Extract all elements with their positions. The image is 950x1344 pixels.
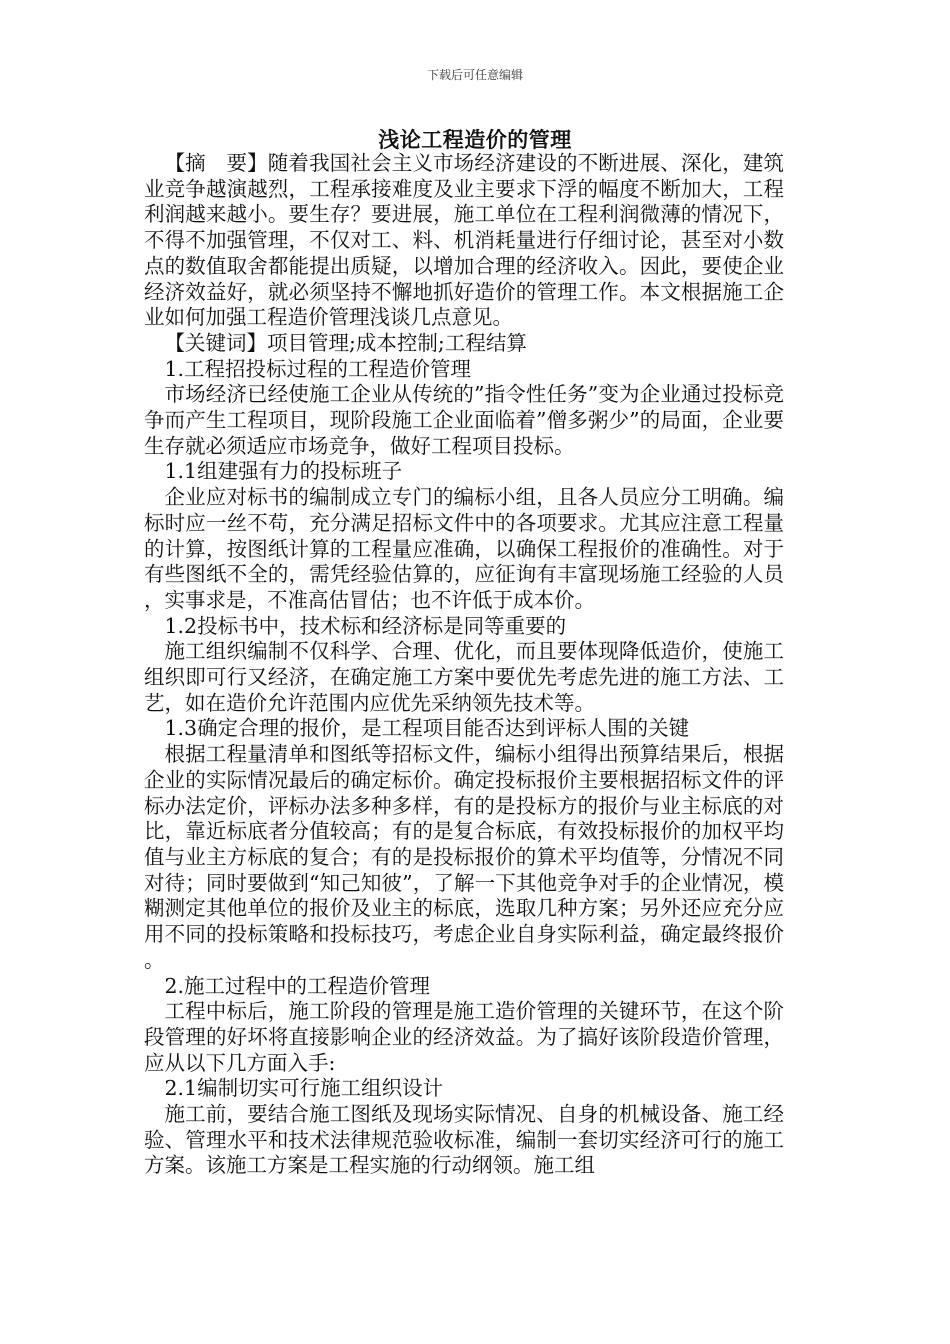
section-heading: 1.2投标书中，技术标和经济标是同等重要的 bbox=[164, 613, 567, 638]
body-paragraph: 施工组织编制不仅科学、合理、优化，而且要体现降低造价，使施工组织即可行又经济，在确定施工方案中要优先考虑先进的施工方法、工艺，如在造价允许范围内应优先采纳领先技术等。 bbox=[144, 639, 784, 715]
section-heading: 2.施工过程中的工程造价管理 bbox=[164, 973, 431, 998]
document-title: 浅论工程造价的管理 bbox=[378, 127, 572, 152]
section-heading: 1.1组建强有力的投标班子 bbox=[164, 459, 403, 484]
body-paragraph: 市场经济已经使施工企业从传统的”指令性任务”变为企业通过投标竞争而产生工程项目，现阶段施工企业面临着”僧多粥少”的局面，企业要生存就必须适应市场竞争，做好工程项目投标。 bbox=[144, 382, 784, 458]
keywords-paragraph: 【关键词】项目管理;成本控制;工程结算 bbox=[164, 330, 527, 355]
section-heading: 2.1编制切实可行施工组织设计 bbox=[164, 1076, 444, 1101]
abstract-paragraph: 【摘 要】随着我国社会主义市场经济建设的不断进展、深化，建筑业竞争越演越烈，工程承接难度及业主要求下浮的幅度不断加大，工程利润越来越小。要生存？要进展，施工单位在工程利润微薄的情况下，不得不加强管理，不仅对工、料、机消耗量进行仔细讨论，甚至对小数点的数值取舍都能提出质疑，以增加合理的经济收入。因此，要使企业经济效益好，就必须坚持不懈地抓好造价的管理工作。本文根据施工企业如何加强工程造价管理浅谈几点意见。 bbox=[144, 151, 784, 330]
page-header-note: 下载后可任意编辑 bbox=[426, 68, 523, 82]
section-heading: 1.工程招投标过程的工程造价管理 bbox=[164, 356, 472, 381]
body-paragraph: 企业应对标书的编制成立专门的编标小组，且各人员应分工明确。编标时应一丝不苟，充分满足招标文件中的各项要求。尤其应注意工程量的计算，按图纸计算的工程量应准确，以确保工程报价的准确性。对于有些图纸不全的，需凭经验估算的，应征询有丰富现场施工经验的人员，实事求是，不准高估冒估；也不许低于成本价。 bbox=[144, 485, 784, 612]
document-body bbox=[144, 151, 784, 1179]
body-paragraph: 根据工程量清单和图纸等招标文件，编标小组得出预算结果后，根据企业的实际情况最后的确定标价。确定投标报价主要根据招标文件的评标办法定价，评标办法多种多样，有的是投标方的报价与业主标底的对比，靠近标底者分值较高；有的是复合标底，有效投标报价的加权平均值与业主方标底的复合；有的是投标报价的算术平均值等，分情况不同对待；同时要做到“知己知彼”，了解一下其他竞争对手的企业情况，模糊测定其他单位的报价及业主的标底，选取几种方案；另外还应充分应用不同的投标策略和投标技巧，考虑企业自身实际利益，确定最终报价。 bbox=[144, 742, 784, 972]
section-heading: 1.3确定合理的报价，是工程项目能否达到评标人围的关键 bbox=[164, 716, 690, 741]
body-paragraph: 工程中标后，施工阶段的管理是施工造价管理的关键环节，在这个阶段管理的好坏将直接影响企业的经济效益。为了搞好该阶段造价管理，应从以下几方面入手: bbox=[144, 999, 784, 1075]
body-paragraph: 施工前，要结合施工图纸及现场实际情况、自身的机械设备、施工经验、管理水平和技术法律规范验收标准，编制一套切实经济可行的施工方案。该施工方案是工程实施的行动纲领。施工组 bbox=[144, 1102, 784, 1178]
